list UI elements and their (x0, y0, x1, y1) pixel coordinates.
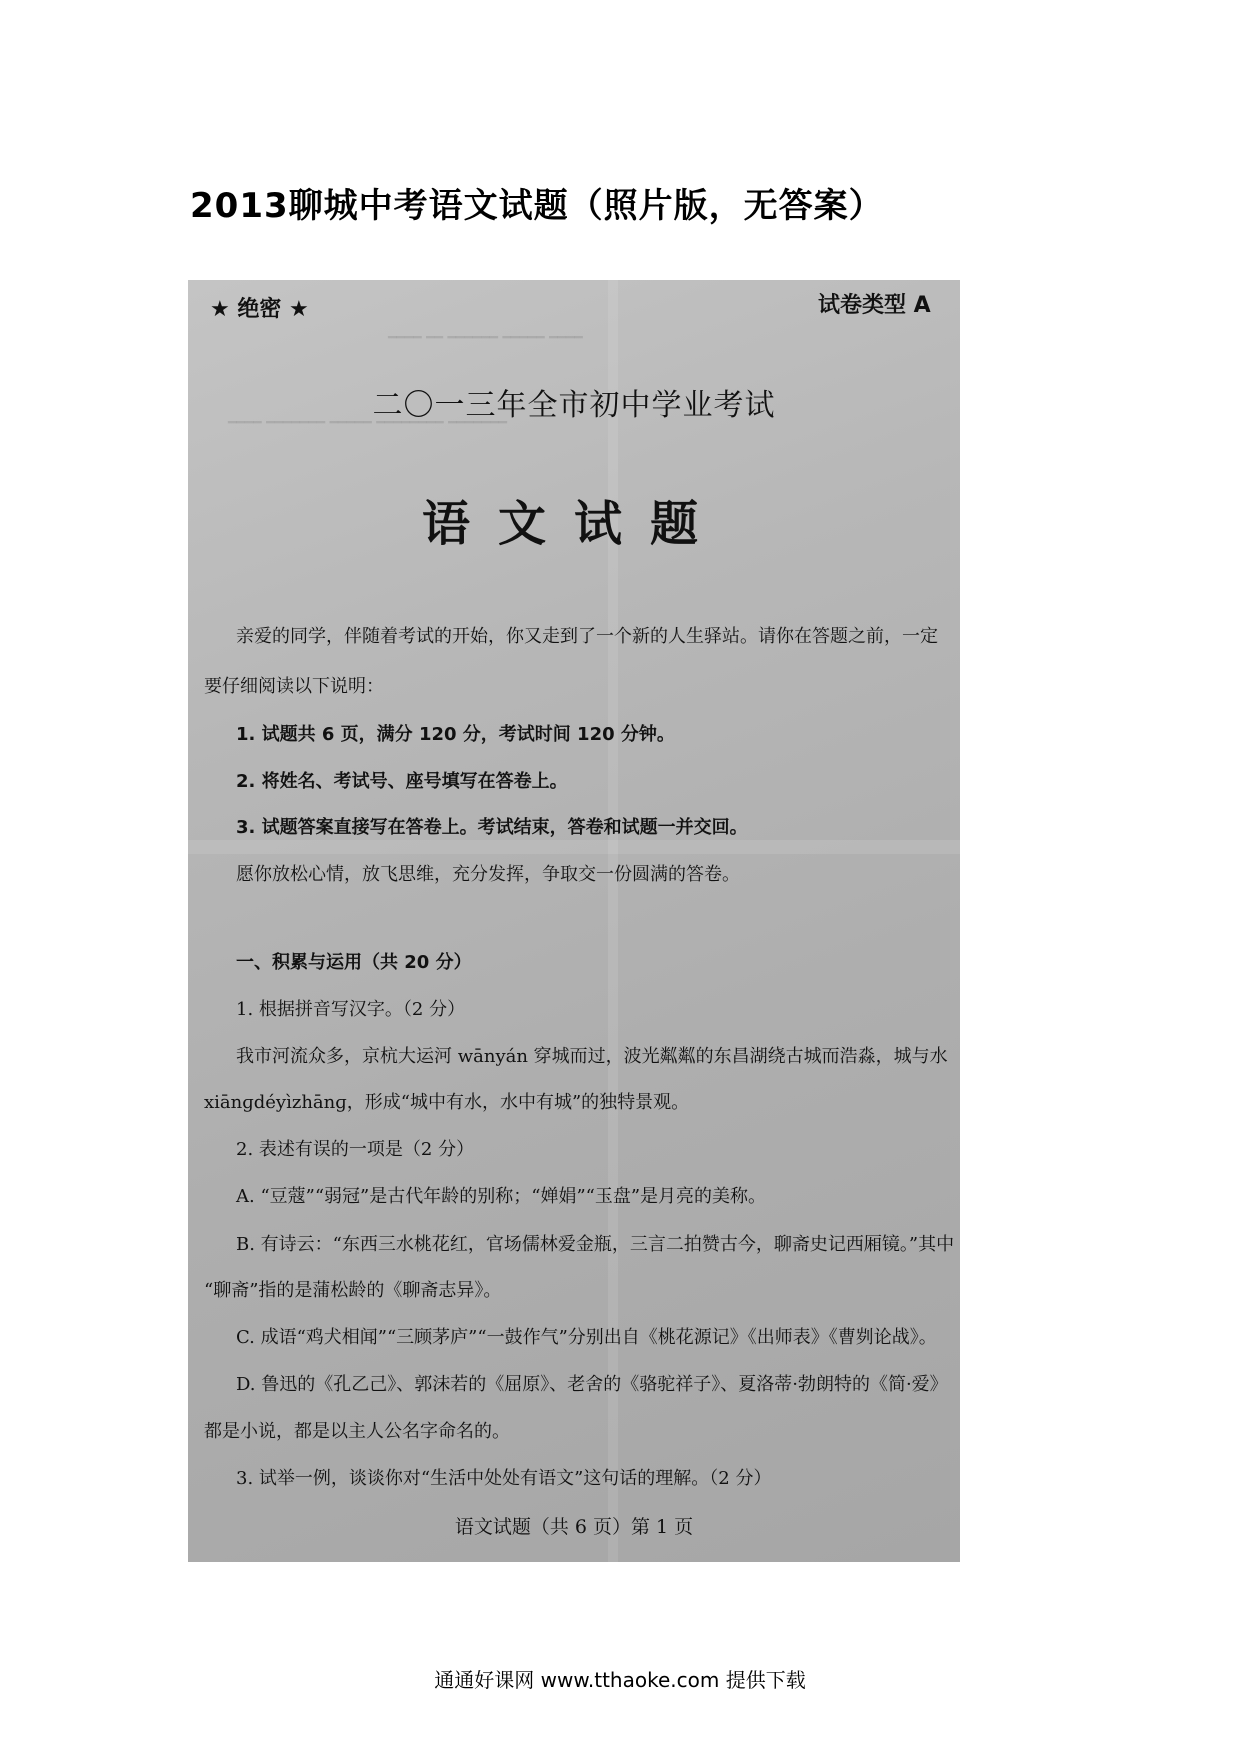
intro-line: 亲爱的同学，伴随着考试的开始，你又走到了一个新的人生驿站。请你在答题之前，一定 (236, 626, 938, 647)
option-a: A. “豆蔻”“弱冠”是古代年龄的别称；“婵娟”“玉盘”是月亮的美称。 (236, 1186, 767, 1207)
paper-fold (188, 840, 960, 854)
option-d: 都是小说，都是以主人公名字命名的。 (204, 1421, 510, 1442)
option-b: “聊斋”指的是蒲松龄的《聊斋志异》。 (204, 1280, 502, 1301)
confidential-mark: ★ 绝密 ★ (210, 297, 309, 322)
subject-heading: 语文试题 (421, 496, 726, 552)
question-2: 2. 表述有误的一项是（2 分） (236, 1139, 475, 1160)
document-title: 2013聊城中考语文试题（照片版，无答案） (190, 186, 884, 226)
exam-name: 二〇一三年全市初中学业考试 (372, 388, 776, 423)
rule-line: 2. 将姓名、考试号、座号填写在答卷上。 (236, 771, 568, 792)
question-1-text: xiānɡdéyìzhānɡ，形成“城中有水，水中有城”的独特景观。 (204, 1092, 690, 1113)
paper-type-label: 试卷类型 A (818, 293, 931, 318)
section-heading: 一、积累与运用（共 20 分） (236, 952, 472, 973)
rule-line: 3. 试题答案直接写在答卷上。考试结束，答卷和试题一并交回。 (236, 817, 748, 838)
option-b: B. 有诗云：“东西三水桃花红，官场儒林爱金瓶，三言二拍赞古今，聊斋史记西厢镜。”其中 (236, 1234, 955, 1255)
rule-line: 1. 试题共 6 页，满分 120 分，考试时间 120 分钟。 (236, 724, 675, 745)
option-c: C. 成语“鸡犬相闻”“三顾茅庐”“一鼓作气”分别出自《桃花源记》《出师表》《曹刿论战》。 (236, 1327, 937, 1348)
bleed-through-text: ━━━━ ━━━━━━━ ━━━━━ ━━━━━━━━ ━━━━━━━ (228, 415, 508, 431)
question-3: 3. 试举一例，谈谈你对“生活中处处有语文”这句话的理解。（2 分） (236, 1468, 772, 1489)
bleed-through-text: ━━━━ ━━ ━━━━━━ ━━━━━ ━━━━ (388, 330, 583, 346)
question-1: 1. 根据拼音写汉字。（2 分） (236, 999, 466, 1020)
download-credit: 通通好课网 www.tthaoke.com 提供下载 (434, 1668, 806, 1692)
question-1-text: 我市河流众多，京杭大运河 wānyán 穿城而过，波光粼粼的东昌湖绕古城而浩淼，城与水 (236, 1046, 948, 1067)
intro-line: 要仔细阅读以下说明： (204, 676, 384, 697)
wish-line: 愿你放松心情，放飞思维，充分发挥，争取交一份圆满的答卷。 (236, 864, 740, 885)
option-d: D. 鲁迅的《孔乙己》、郭沫若的《屈原》、老舍的《骆驼祥子》、夏洛蒂·勃朗特的《简·爱》 (236, 1374, 948, 1395)
exam-paper-photo (188, 280, 960, 1562)
page-footer: 语文试题（共 6 页）第 1 页 (454, 1516, 694, 1538)
